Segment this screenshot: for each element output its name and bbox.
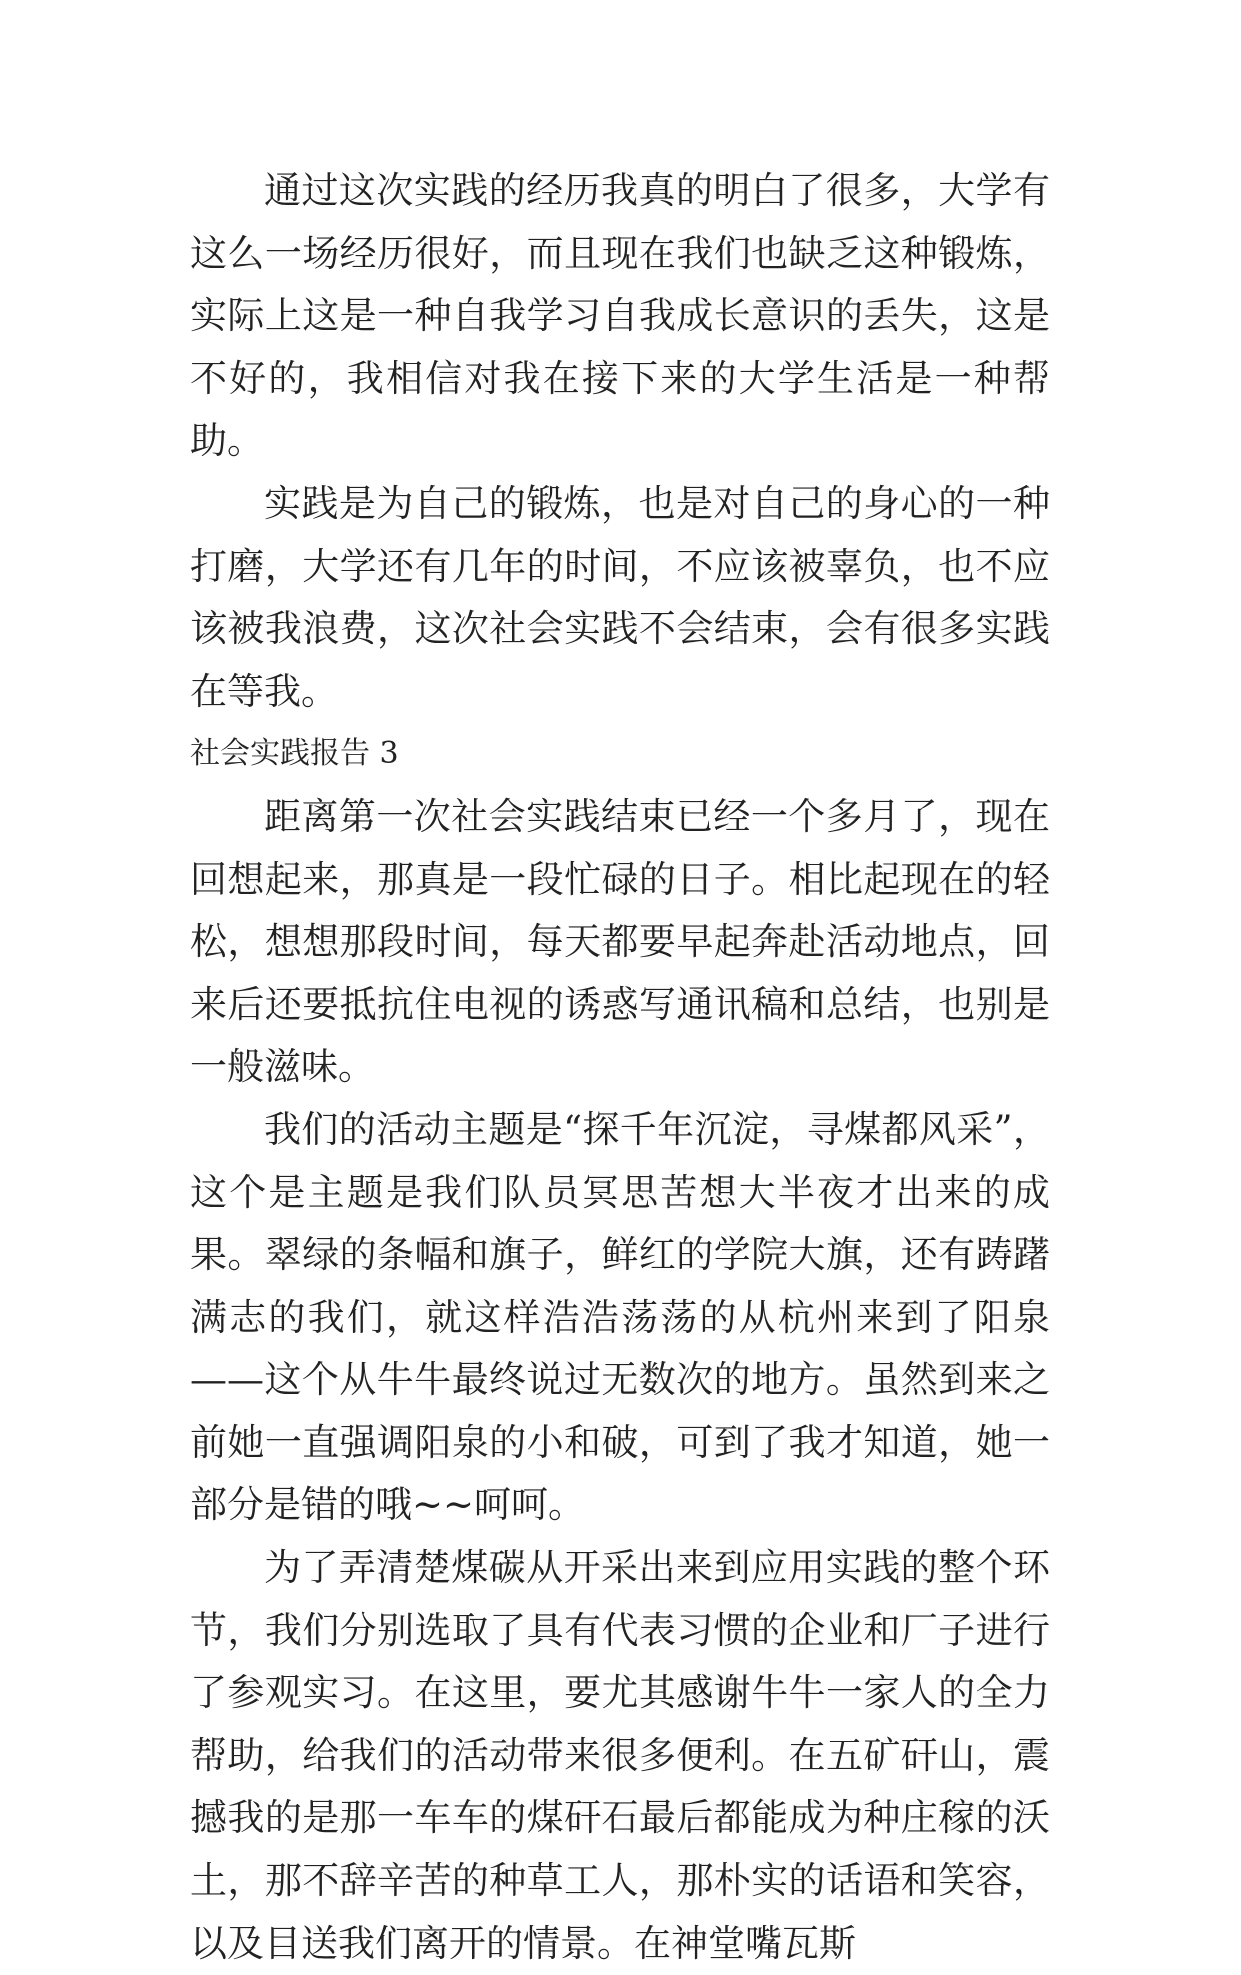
paragraph-practice-experience: 通过这次实践的经历我真的明白了很多，大学有这么一场经历很好，而且现在我们也缺乏这种锻炼，实际上这是一种自我学习自我成长意识的丢失，这是不好的，我相信对我在接下来的大学生活是一种帮助。 [190, 169, 1050, 463]
paragraph-practice-meaning: 实践是为自己的锻炼，也是对自己的身心的一种打磨，大学还有几年的时间，不应该被辜负，也不应该被我浪费，这次社会实践不会结束，会有很多实践在等我。 [190, 481, 1050, 713]
section-heading: 社会实践报告 3 [190, 736, 399, 772]
paragraph-site-visits: 为了弄清楚煤碳从开采出来到应用实践的整个环节，我们分别选取了具有代表习惯的企业和厂子进行了参观实习。在这里，要尤其感谢牛牛一家人的全力帮助，给我们的活动带来很多便利。在五矿矸山，震撼我的是那一车车的煤矸石最后都能成为种庄稼的沃土，那不辞辛苦的种草工人，那朴实的话语和笑容，以及目送我们离开的情景。在神堂嘴瓦斯 [190, 1546, 1050, 1965]
paragraph-recollection: 距离第一次社会实践结束已经一个多月了，现在回想起来，那真是一段忙碌的日子。相比起现在的轻松，想想那段时间，每天都要早起奔赴活动地点，回来后还要抵抗住电视的诱惑写通讯稿和总结，也别是一般滋味。 [190, 794, 1050, 1089]
document-body [190, 160, 1050, 1975]
paragraph-activity-theme: 我们的活动主题是“探千年沉淀，寻煤都风采”，这个是主题是我们队员冥思苦想大半夜才出来的成果。翠绿的条幅和旗子，鲜红的学院大旗，还有踌躇满志的我们，就这样浩浩荡荡的从杭州来到了阳泉——这个从牛牛最终说过无数次的地方。虽然到来之前她一直强调阳泉的小和破，可到了我才知道，她一部分是错的哦~~呵呵。 [190, 1107, 1050, 1527]
